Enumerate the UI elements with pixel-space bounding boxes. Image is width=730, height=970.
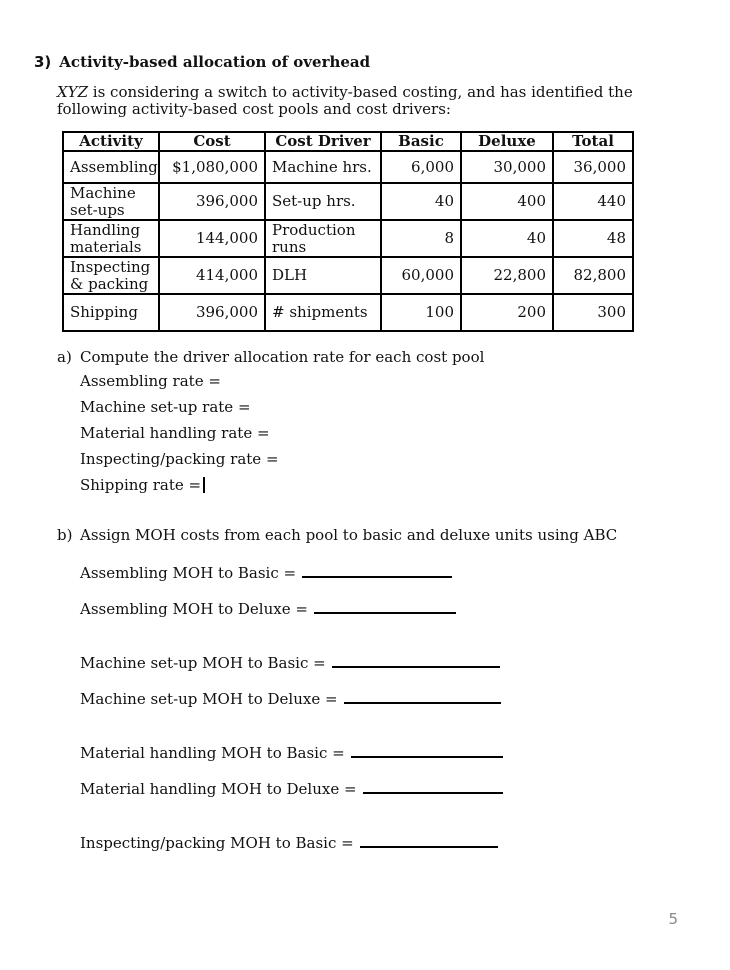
basic-cell: 100 bbox=[381, 294, 461, 331]
setup-basic-line[interactable]: Machine set-up MOH to Basic = bbox=[80, 652, 500, 672]
answer-blank[interactable] bbox=[360, 832, 498, 848]
company-name: XYZ bbox=[57, 83, 89, 101]
activity-cell: Machine set-ups bbox=[63, 183, 159, 220]
basic-cell: 6,000 bbox=[381, 151, 461, 183]
answer-blank[interactable] bbox=[344, 688, 501, 704]
intro-line1: is considering a switch to activity-based costing, and has identified the bbox=[88, 83, 633, 101]
shipping-rate-line[interactable]: Shipping rate = bbox=[80, 476, 205, 494]
deluxe-cell: 40 bbox=[461, 220, 553, 257]
table-header-row bbox=[63, 132, 633, 151]
section-title: Activity-based allocation of overhead bbox=[59, 53, 371, 71]
assembling-rate-line[interactable]: Assembling rate = bbox=[80, 372, 221, 390]
setup-deluxe-line[interactable]: Machine set-up MOH to Deluxe = bbox=[80, 688, 501, 708]
part-a-prompt: a) Compute the driver allocation rate for each cost pool bbox=[57, 348, 485, 366]
header-basic: Basic bbox=[381, 132, 461, 151]
header-deluxe: Deluxe bbox=[461, 132, 553, 151]
total-cell: 48 bbox=[553, 220, 633, 257]
machine-setup-rate-line[interactable]: Machine set-up rate = bbox=[80, 398, 251, 416]
total-cell: 440 bbox=[553, 183, 633, 220]
basic-cell: 8 bbox=[381, 220, 461, 257]
deluxe-cell: 30,000 bbox=[461, 151, 553, 183]
section-heading bbox=[34, 53, 370, 71]
assembling-basic-line[interactable]: Assembling MOH to Basic = bbox=[80, 562, 452, 582]
activity-cell: Assembling bbox=[63, 151, 159, 183]
answer-blank[interactable] bbox=[302, 562, 452, 578]
table-row bbox=[63, 183, 633, 220]
deluxe-cell: 400 bbox=[461, 183, 553, 220]
cost-cell: 414,000 bbox=[159, 257, 265, 294]
driver-cell: # shipments bbox=[265, 294, 381, 331]
table-row bbox=[63, 151, 633, 183]
answer-blank[interactable] bbox=[332, 652, 500, 668]
table-row bbox=[63, 257, 633, 294]
deluxe-cell: 200 bbox=[461, 294, 553, 331]
section-number: 3) bbox=[34, 53, 52, 71]
part-b-prompt: b) Assign MOH costs from each pool to basic and deluxe units using ABC bbox=[57, 526, 618, 544]
handling-deluxe-line[interactable]: Material handling MOH to Deluxe = bbox=[80, 778, 503, 798]
driver-cell: DLH bbox=[265, 257, 381, 294]
inspecting-basic-line[interactable]: Inspecting/packing MOH to Basic = bbox=[80, 832, 498, 852]
table-row bbox=[63, 220, 633, 257]
driver-cell: Production runs bbox=[265, 220, 381, 257]
header-cost: Cost bbox=[159, 132, 265, 151]
deluxe-cell: 22,800 bbox=[461, 257, 553, 294]
header-activity: Activity bbox=[63, 132, 159, 151]
cost-cell: $1,080,000 bbox=[159, 151, 265, 183]
header-total: Total bbox=[553, 132, 633, 151]
driver-cell: Set-up hrs. bbox=[265, 183, 381, 220]
assembling-deluxe-line[interactable]: Assembling MOH to Deluxe = bbox=[80, 598, 456, 618]
intro-paragraph bbox=[57, 84, 633, 118]
answer-blank[interactable] bbox=[351, 742, 503, 758]
cost-cell: 396,000 bbox=[159, 183, 265, 220]
handling-basic-line[interactable]: Material handling MOH to Basic = bbox=[80, 742, 503, 762]
text-cursor bbox=[203, 477, 205, 493]
activity-cell: Handling materials bbox=[63, 220, 159, 257]
basic-cell: 40 bbox=[381, 183, 461, 220]
table-row bbox=[63, 294, 633, 331]
intro-line2: following activity-based cost pools and cost drivers: bbox=[57, 100, 451, 118]
header-cost-driver: Cost Driver bbox=[265, 132, 381, 151]
cost-cell: 396,000 bbox=[159, 294, 265, 331]
cost-pool-table bbox=[62, 131, 634, 332]
activity-cell: Inspecting & packing bbox=[63, 257, 159, 294]
cost-cell: 144,000 bbox=[159, 220, 265, 257]
activity-cell: Shipping bbox=[63, 294, 159, 331]
driver-cell: Machine hrs. bbox=[265, 151, 381, 183]
material-handling-rate-line[interactable]: Material handling rate = bbox=[80, 424, 270, 442]
total-cell: 36,000 bbox=[553, 151, 633, 183]
answer-blank[interactable] bbox=[314, 598, 456, 614]
total-cell: 300 bbox=[553, 294, 633, 331]
answer-blank[interactable] bbox=[363, 778, 503, 794]
inspecting-packing-rate-line[interactable]: Inspecting/packing rate = bbox=[80, 450, 279, 468]
page-number: 5 bbox=[668, 910, 678, 928]
total-cell: 82,800 bbox=[553, 257, 633, 294]
basic-cell: 60,000 bbox=[381, 257, 461, 294]
